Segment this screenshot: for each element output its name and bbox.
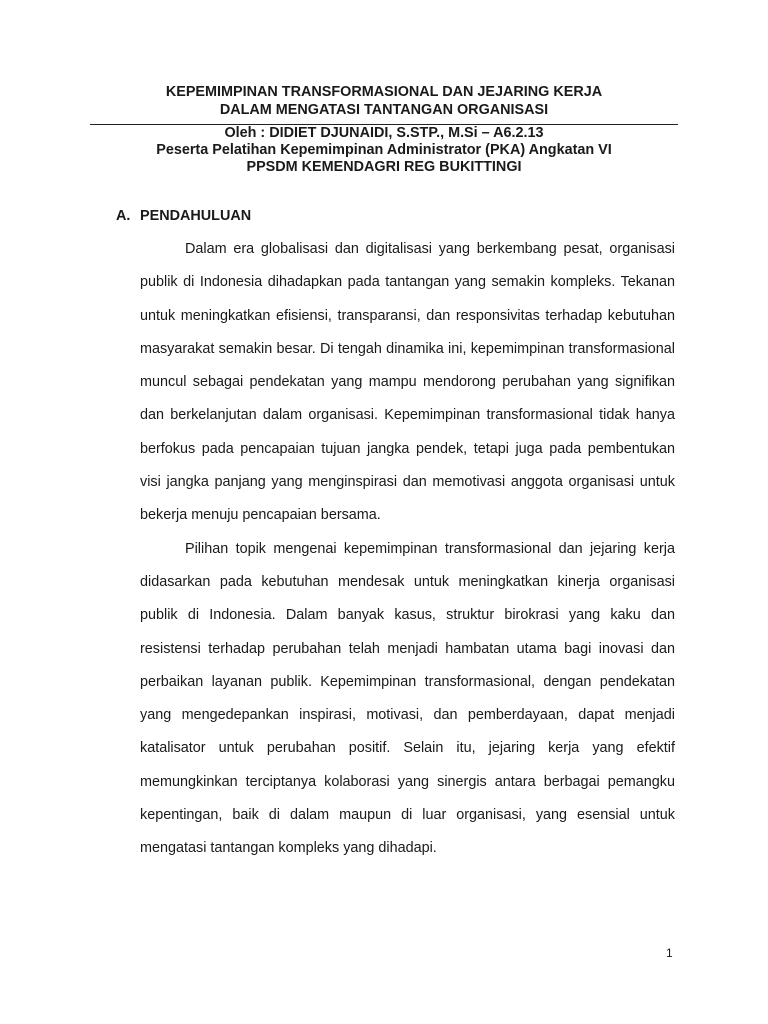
author-program-line: Peserta Pelatihan Kepemimpinan Administrator (PKA) Angkatan VI — [156, 142, 612, 158]
body-text — [140, 233, 675, 866]
author-info — [90, 125, 678, 176]
page-number: 1 — [666, 946, 673, 960]
author-institution-line: PPSDM KEMENDAGRI REG BUKITTINGI — [246, 159, 522, 175]
author-name-line: Oleh : DIDIET DJUNAIDI, S.STP., M.Si – A6.2.13 — [224, 125, 544, 141]
title-line-1: KEPEMIMPINAN TRANSFORMASIONAL DAN JEJARING KERJA — [165, 84, 603, 100]
section-heading — [116, 207, 251, 225]
section-letter: A. — [116, 208, 131, 224]
paragraph: Dalam era globalisasi dan digitalisasi yang berkembang pesat, organisasi publik di Indonesia dihadapkan pada tantangan yang semakin kompleks. Tekanan untuk meningkatkan efisiensi, transparansi, dan responsivitas terhadap kebutuhan masyarakat semakin besar. Di tengah dinamika ini, kepemimpinan transformasional muncul sebagai pendekatan yang mampu mendorong perubahan yang signifikan dan berkelanjutan dalam organisasi. Kepemimpinan transformasional tidak hanya berfokus pada pencapaian tujuan jangka pendek, tetapi juga pada pembentukan visi jangka panjang yang menginspirasi dan memotivasi anggota organisasi untuk bekerja menuju pencapaian bersama. — [140, 241, 675, 524]
title-line-2: DALAM MENGATASI TANTANGAN ORGANISASI — [219, 101, 549, 118]
section-title: PENDAHULUAN — [140, 208, 252, 224]
document-title — [90, 84, 678, 119]
paragraph: Pilihan topik mengenai kepemimpinan transformasional dan jejaring kerja didasarkan pada kebutuhan mendesak untuk meningkatkan kinerja organisasi publik di Indonesia. Dalam banyak kasus, struktur birokrasi yang kaku dan resistensi terhadap perubahan telah menjadi hambatan utama bagi inovasi dan perbaikan layanan publik. Kepemimpinan transformasional, dengan pendekatan yang mengedepankan inspirasi, motivasi, dan pemberdayaan, dapat menjadi katalisator untuk perubahan positif. Selain itu, jejaring kerja yang efektif memungkinkan terciptanya kolaborasi yang sinergis antara berbagai pemangku kepentingan, baik di dalam maupun di luar organisasi, yang esensial untuk mengatasi tantangan kompleks yang dihadapi. — [140, 540, 675, 857]
